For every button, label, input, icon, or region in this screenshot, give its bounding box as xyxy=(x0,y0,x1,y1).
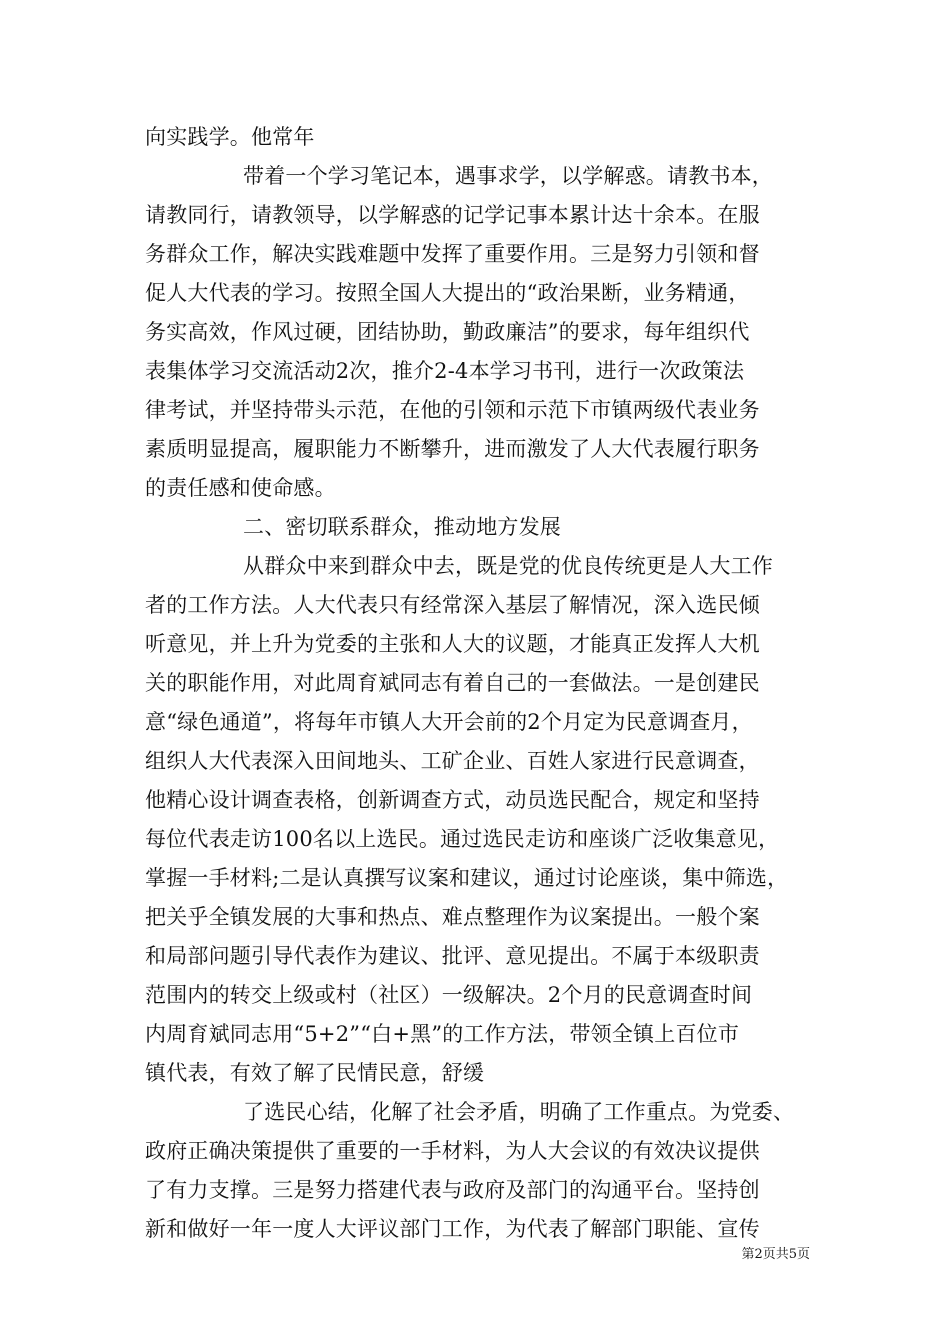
body-line: 者的工作方法。人大代表只有经常深入基层了解情况，深入选民倾 xyxy=(145,593,760,617)
page-number-footer: 第2页共5页 xyxy=(741,1247,810,1262)
body-line: 政府正确决策提供了重要的一手材料，为人大会议的有效决议提供 xyxy=(145,1139,760,1163)
body-line: 了有力支撑。三是努力搭建代表与政府及部门的沟通平台。坚持创 xyxy=(145,1178,760,1202)
body-line: 范围内的转交上级或村（社区）一级解决。2个月的民意调查时间 xyxy=(145,983,753,1007)
body-line: 的责任感和使命感。 xyxy=(145,476,336,500)
body-line: 关的职能作用，对此周育斌同志有着自己的一套做法。一是创建民 xyxy=(145,671,760,695)
body-line: 掌握一手材料;二是认真撰写议案和建议，通过讨论座谈，集中筛选， xyxy=(145,866,789,890)
body-line: 律考试，并坚持带头示范，在他的引领和示范下市镇两级代表业务 xyxy=(145,398,760,422)
body-line: 听意见，并上升为党委的主张和人大的议题，才能真正发挥人大机 xyxy=(145,632,760,656)
body-line: 务实高效，作风过硬，团结协助，勤政廉洁”的要求，每年组织代 xyxy=(145,320,750,344)
body-line: 务群众工作，解决实践难题中发挥了重要作用。三是努力引领和督 xyxy=(145,242,760,266)
body-line: 每位代表走访100名以上选民。通过选民走访和座谈广泛收集意见， xyxy=(145,827,780,851)
body-line: 向实践学。他常年 xyxy=(145,125,315,149)
body-line: 促人大代表的学习。按照全国人大提出的“政治果断，业务精通， xyxy=(145,281,750,305)
body-line: 镇代表，有效了解了民情民意，舒缓 xyxy=(145,1061,485,1085)
section-heading: 二、密切联系群众，推动地方发展 xyxy=(243,515,561,539)
body-line: 了选民心结，化解了社会矛盾，明确了工作重点。为党委、 xyxy=(243,1100,795,1124)
body-line: 和局部问题引导代表作为建议、批评、意见提出。不属于本级职责 xyxy=(145,944,760,968)
body-line: 把关乎全镇发展的大事和热点、难点整理作为议案提出。一般个案 xyxy=(145,905,760,929)
body-line: 新和做好一年一度人大评议部门工作，为代表了解部门职能、宣传 xyxy=(145,1217,760,1241)
body-line: 带着一个学习笔记本，遇事求学，以学解惑。请教书本， xyxy=(243,164,773,188)
body-line: 表集体学习交流活动2次，推介2-4本学习书刊，进行一次政策法 xyxy=(145,359,745,383)
body-line: 请教同行，请教领导，以学解惑的记学记事本累计达十余本。在服 xyxy=(145,203,760,227)
body-line: 组织人大代表深入田间地头、工矿企业、百姓人家进行民意调查， xyxy=(145,749,760,773)
body-line: 他精心设计调查表格，创新调查方式，动员选民配合，规定和坚持 xyxy=(145,788,760,812)
body-line: 意“绿色通道”，将每年市镇人大开会前的2个月定为民意调查月， xyxy=(145,710,753,734)
body-line: 素质明显提高，履职能力不断攀升，进而激发了人大代表履行职务 xyxy=(145,437,760,461)
body-line: 从群众中来到群众中去，既是党的优良传统更是人大工作 xyxy=(243,554,773,578)
body-line: 内周育斌同志用“5+2”“白+黑”的工作方法，带领全镇上百位市 xyxy=(145,1022,740,1046)
